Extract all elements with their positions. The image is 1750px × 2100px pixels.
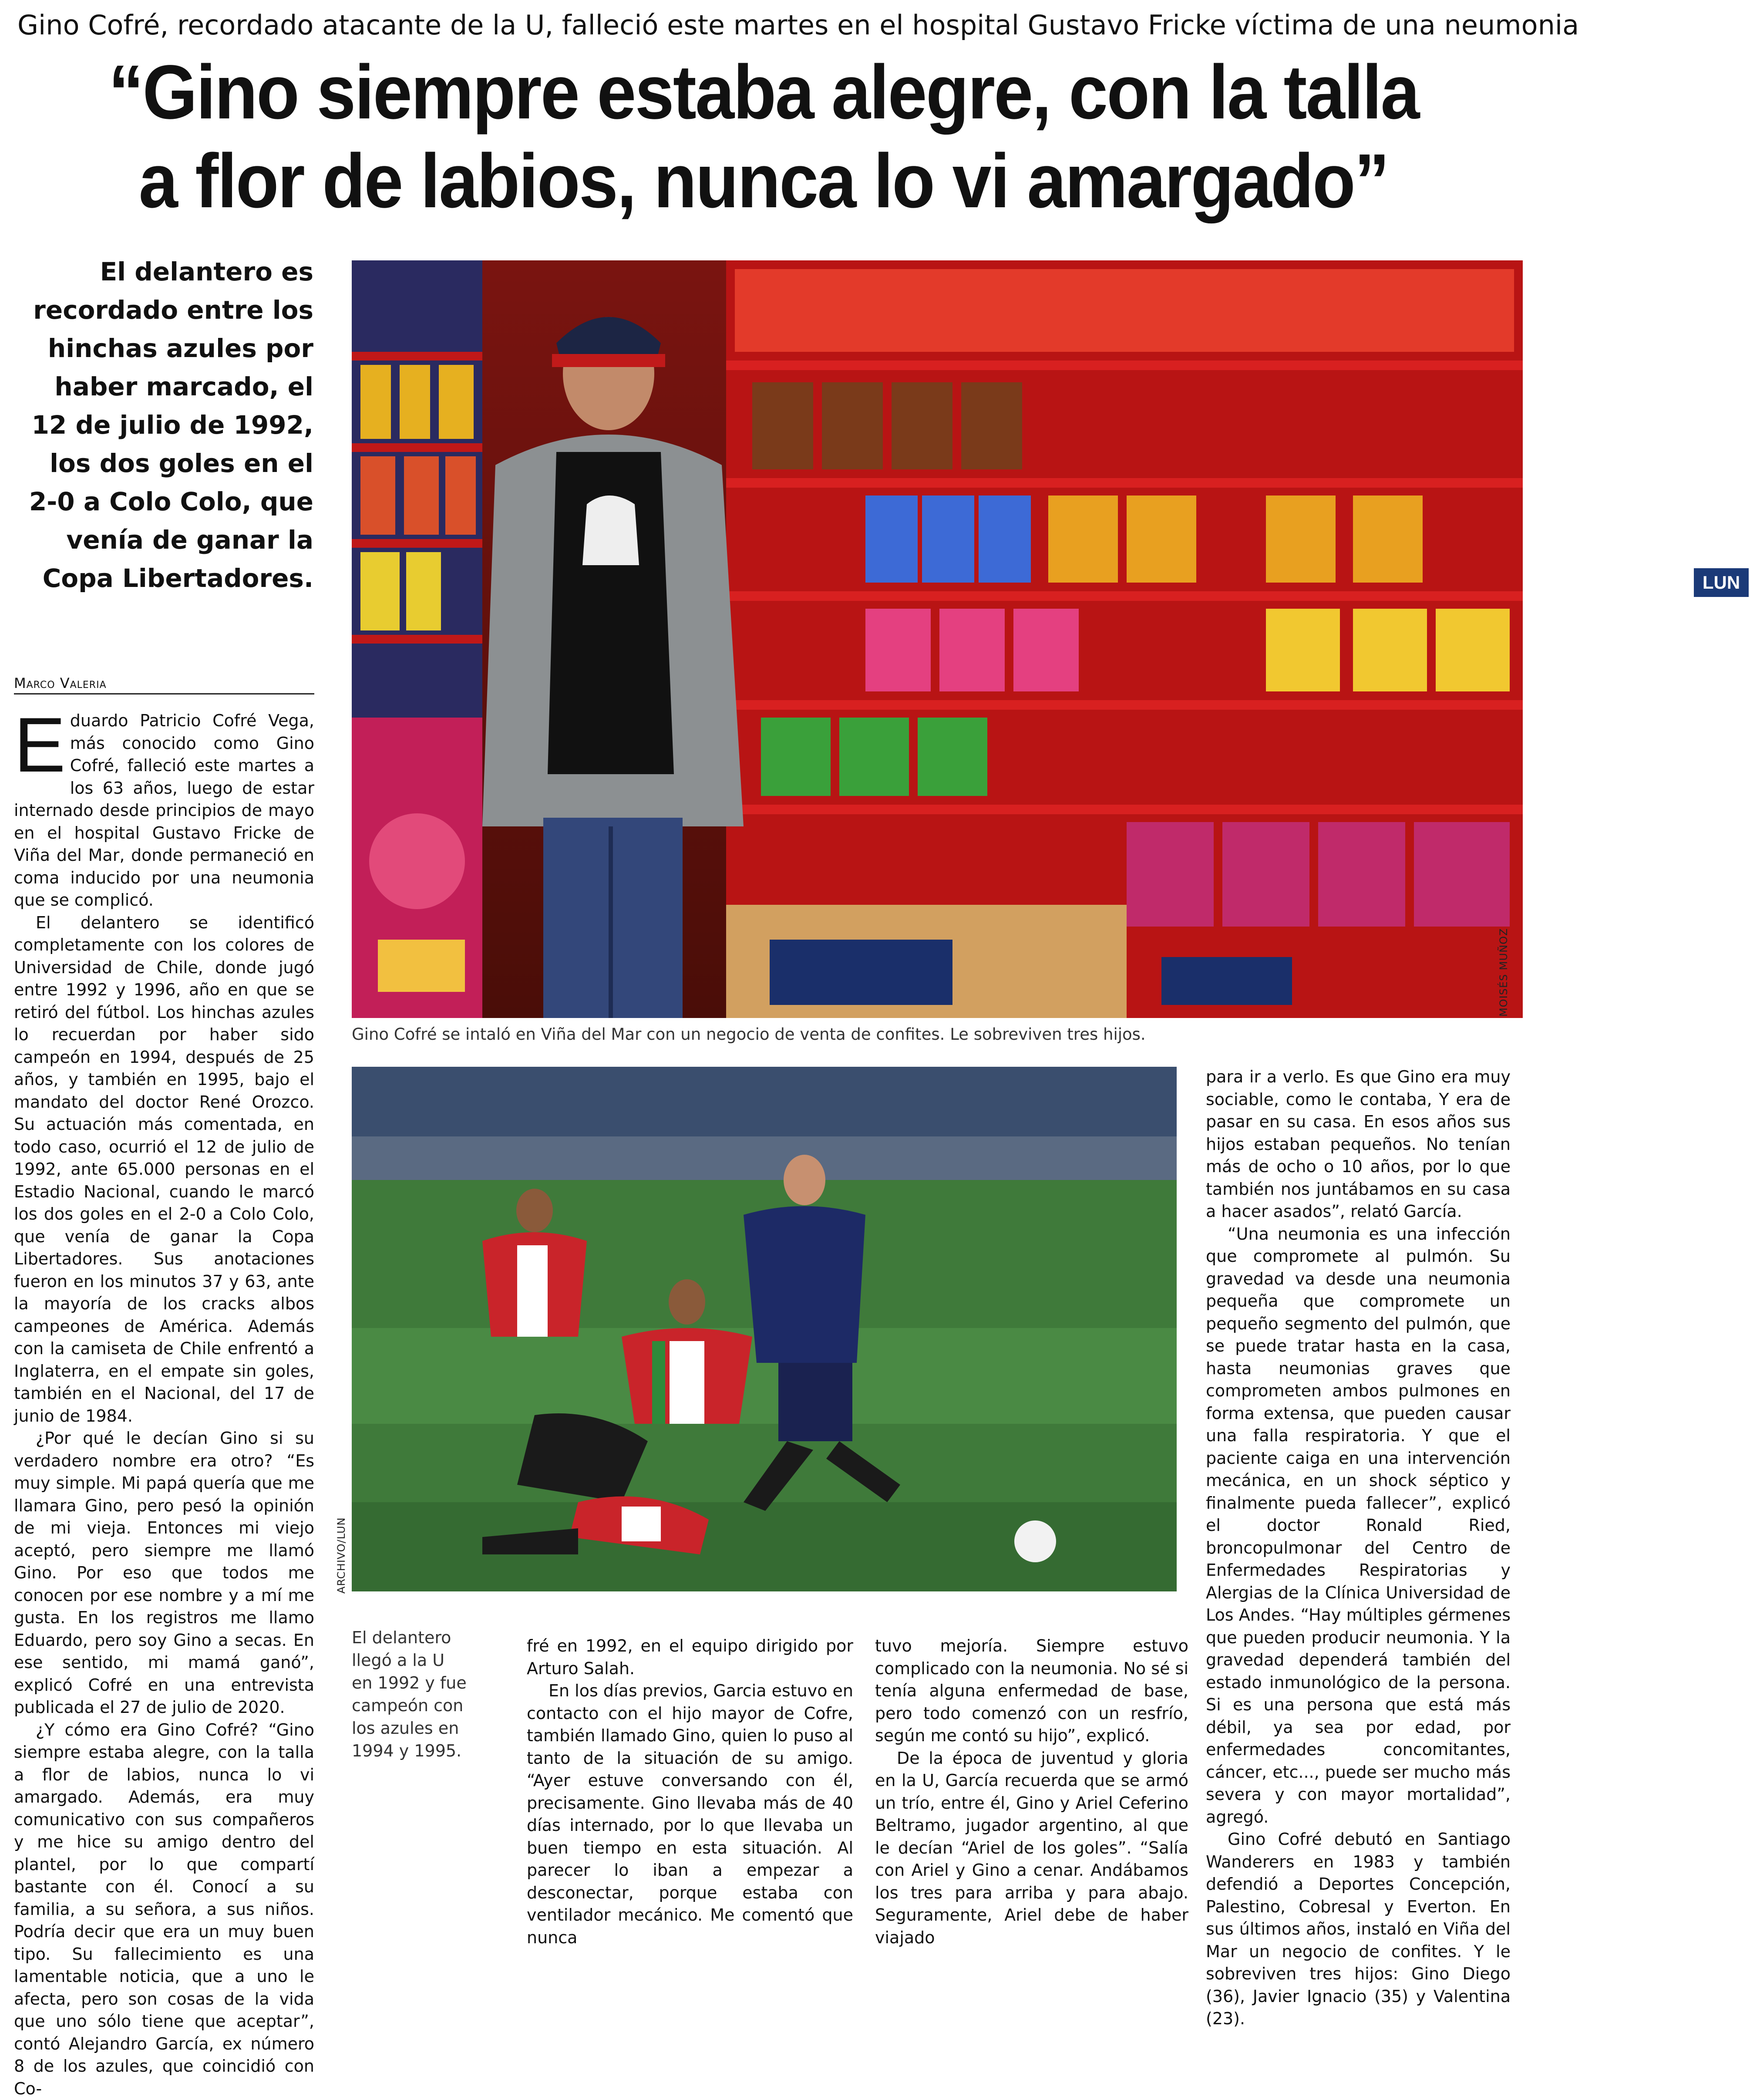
body-paragraph: ¿Por qué le decían Gino si su verdadero nombre era otro? “Es muy simple. Mi papá quería que me llamara Gino, pero pesó la opinión de mi vieja. Entonces mi viejo aceptó, pero siempre me llamó Gino. Por eso que todos me conocen por ese nombre y a mí me gusta. En los registros me llamo Eduardo, pero soy Gino a secas. En ese sentido, mi mamá ganó”, explicó Cofré en una entrevista publicada el 27 de julio de 2020.	[14, 1427, 314, 1719]
body-column-2	[527, 1635, 853, 1949]
body-paragraph: para ir a verlo. Es que Gino era muy sociable, como le contaba, Y era de pasar en su casa. En esos años sus hijos estaban pequeños. No tenían más de ocho o 10 años, por lo que también nos juntábamos en su casa a hacer asados”, relató García.	[1206, 1066, 1511, 1223]
body-paragraph	[14, 710, 314, 912]
lun-badge: LUN	[1693, 567, 1750, 598]
headline-line-1: “Gino siempre estaba alegre, con la talla	[77, 48, 1450, 137]
football-match-illustration	[352, 1067, 1177, 1591]
byline	[14, 675, 314, 694]
byline-name: Marco Valeria	[14, 675, 107, 691]
photo1-credit: MOISÉS MUÑOZ	[1498, 928, 1510, 1017]
photo-gino-candy-store	[352, 260, 1523, 1018]
photo-football-match	[352, 1067, 1177, 1591]
body-column-4	[1206, 1066, 1511, 2030]
football-ball	[1014, 1520, 1056, 1562]
body-paragraph: tuvo mejoría. Siempre estuvo complicado con la neumonia. No sé si tenía alguna enfermedad de base, pero todo comenzó con un resfrío, según me contó su hijo”, explicó.	[875, 1635, 1188, 1747]
headline-line-2: a flor de labios, nunca lo vi amargado”	[77, 137, 1450, 226]
body-paragraph: El delantero se identificó completamente con los colores de Universidad de Chile, donde jugó entre 1992 y 1996, año en que se retiró del fútbol. Los hinchas azules lo recuerdan por haber sido campeón en 1994, después de 25 años, y también en 1995, bajo el mandato del doctor René Orozco. Su actuación más comentada, en todo caso, ocurrió el 12 de julio de 1992, ante 65.000 personas en el Estadio Nacional, cuando le marcó los dos goles en el 2-0 a Colo Colo, que venía de ganar la Copa Libertadores. Sus anotaciones fueron en los minutos 37 y 63, ante la mayoría de los cracks albos campeones de América. Además con la camiseta de Chile enfrentó a Inglaterra, en el empate sin goles, también en el Nacional, del 17 de junio de 1984.	[14, 912, 314, 1428]
body-column-1	[14, 710, 314, 2100]
kicker: Gino Cofré, recordado atacante de la U, falleció este martes en el hospital Gustavo Fricke víctima de una neumonia	[17, 8, 1510, 43]
photo1-caption: Gino Cofré se intaló en Viña del Mar con un negocio de venta de confites. Le sobreviven tres hijos.	[352, 1024, 1523, 1045]
body-paragraph: fré en 1992, en el equipo dirigido por Arturo Salah.	[527, 1635, 853, 1680]
body-paragraph-text: duardo Patricio Cofré Vega, más conocido como Gino Cofré, falleció este martes a los 63 años, luego de estar internado desde principios de mayo en el hospital Gustavo Fricke de Viña del Mar, donde permaneció en coma inducido por una neumonia que se complicó.	[14, 711, 314, 910]
body-paragraph: En los días previos, Garcia estuvo en contacto con el hijo mayor de Cofre, también llamado Gino, quien lo puso al tanto de la situación de su amigo. “Ayer estuve conversando con él, precisamente. Gino llevaba más de 40 días internado, por lo que llevaba un buen tiempo en esta situación. Al parecer lo iban a empezar a desconectar, porque estaba con ventilador mecánico. Me comentó que nunca	[527, 1680, 853, 1949]
photo2-credit: ARCHIVO/LUN	[335, 1517, 347, 1594]
body-column-3	[875, 1635, 1188, 1949]
candy-store-illustration	[352, 260, 1523, 1018]
headline	[77, 48, 1450, 226]
body-paragraph: De la época de juventud y gloria en la U, García recuerda que se armó un trío, entre él, Gino y Ariel Ceferino Beltramo, jugador argentino, al que le decían “Ariel de los goles”. “Salía con Ariel y Gino a cenar. Andábamos los tres para arriba y para abajo. Seguramente, Ariel debe de haber viajado	[875, 1747, 1188, 1949]
body-paragraph: “Una neumonia es una infección que compromete al pulmón. Su gravedad va desde una neumonia pequeña que compromete un pequeño segmento del pulmón, que se puede tratar hasta en la casa, hasta neumonias graves que comprometen ambos pulmones en forma extensa, que pueden causar una falla respiratoria. Y que el paciente caiga en una intervención mecánica, en un shock séptico y finalmente pueda fallecer”, explicó el doctor Ronald Ried, broncopulmonar del Centro de Enfermedades Respiratorias y Alergias de la Clínica Universidad de Los Andes. “Hay múltiples gérmenes que pueden producir neumonia. Y la gravedad dependerá también del estado inmunológico de la persona. Si es una persona que está más débil, ya sea por edad, por enfermedades concomitantes, cáncer, etc..., puede ser mucho más severa y con mayor mortalidad”, agregó.	[1206, 1223, 1511, 1829]
body-paragraph: Gino Cofré debutó en Santiago Wanderers en 1983 y también defendió a Deportes Concepción, Palestino, Cobresal y Everton. En sus últimos años, instaló en Viña del Mar un negocio de confites. Y le sobreviven tres hijos: Gino Diego (36), Javier Ignacio (35) y Valentina (23).	[1206, 1828, 1511, 2030]
deck: El delantero es recordado entre los hinchas azules por haber marcado, el 12 de julio de 1992, los dos goles en el 2-0 a Colo Colo, que venía de ganar la Copa Libertadores.	[17, 253, 313, 597]
body-paragraph: ¿Y cómo era Gino Cofré? “Gino siempre estaba alegre, con la talla a flor de labios, nunca lo vi amargado. Además, era muy comunicativo con sus compañeros y me hice su amigo dentro del plantel, por lo que compartí bastante con él. Conocí a su familia, a su señora, a sus niños. Podría decir que era un muy buen tipo. Su fallecimiento es una lamentable noticia, que a uno le afecta, pero son cosas de la vida que uno sólo tiene que aceptar”, contó Alejandro García, ex número 8 de los azules, que coincidió con Co-	[14, 1719, 314, 2100]
dropcap: E	[14, 712, 66, 778]
photo2-caption: El delantero llegó a la U en 1992 y fue campeón con los azules en 1994 y 1995.	[352, 1626, 469, 1762]
